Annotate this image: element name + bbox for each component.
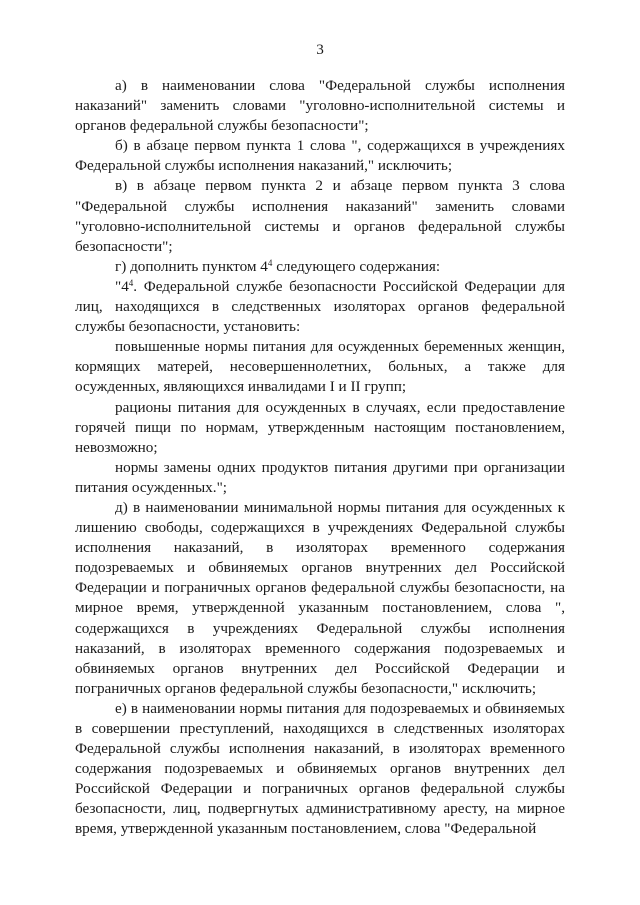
paragraph-b: б) в абзаце первом пункта 1 слова ", содержащихся в учреждениях Федеральной службы исполнения наказаний," исключить; (75, 137, 565, 175)
paragraph-increased-norms: повышенные нормы питания для осужденных беременных женщин, кормящих матерей, несовершеннолетних, больных, а также для осужденных, являющихся инвалидами I и II групп; (75, 338, 565, 396)
paragraph-4-4-text: . Федеральной службе безопасности Российской Федерации для лиц, находящихся в следственных изоляторах органов федеральной службы безопасности, установить: (75, 277, 565, 336)
document-body (75, 76, 565, 840)
paragraph-4-4-superscript: 4 (128, 277, 134, 288)
page-number: 3 (316, 41, 324, 58)
paragraph-g (75, 257, 565, 277)
paragraph-4-4-number: "4 (115, 277, 129, 295)
paragraph-v: в) в абзаце первом пункта 2 и абзаце первом пункта 3 слова "Федеральной службы исполнения наказаний" заменить словами "уголовно-исполнительной системы и органов федеральной службы безопасности"; (75, 177, 565, 255)
paragraph-g-text: г) дополнить пунктом 4 (115, 257, 268, 275)
paragraph-4-4 (75, 277, 565, 337)
paragraph-g-superscript: 4 (267, 257, 273, 268)
paragraph-rations: рационы питания для осужденных в случаях, если предоставление горячей пищи по нормам, утвержденным настоящим постановлением, невозможно; (75, 398, 565, 456)
paragraph-e: е) в наименовании нормы питания для подозреваемых и обвиняемых в совершении преступлений, находящихся в следственных изоляторах Федеральной службы исполнения наказаний, в изоляторах временного содержания подозреваемых и обвиняемых органов внутренних дел Российской Федерации и пограничных органов федеральной службы безопасности, лиц, подвергнутых административному аресту, на мирное время, утвержденной указанным постановлением, слова "Федеральной (75, 699, 565, 838)
paragraph-d: д) в наименовании минимальной нормы питания для осужденных к лишению свободы, содержащихся в учреждениях Федеральной службы исполнения наказаний, в изоляторах временного содержания подозреваемых и обвиняемых органов внутренних дел Российской Федерации и пограничных органов федеральной службы безопасности, на мирное время, утвержденной указанным постановлением, слова ", содержащихся в учреждениях Федеральной службы исполнения наказаний, в изоляторах временного содержания подозреваемых и обвиняемых органов внутренних дел Российской Федерации и пограничных органов федеральной службы безопасности," исключить; (75, 498, 565, 697)
paragraph-replacement-norms: нормы замены одних продуктов питания другими при организации питания осужденных."; (75, 458, 565, 496)
paragraph-g-text-end: следующего содержания: (272, 257, 441, 275)
paragraph-a: а) в наименовании слова "Федеральной службы исполнения наказаний" заменить словами "уголовно-исполнительной системы и органов федеральной службы безопасности"; (75, 77, 565, 135)
